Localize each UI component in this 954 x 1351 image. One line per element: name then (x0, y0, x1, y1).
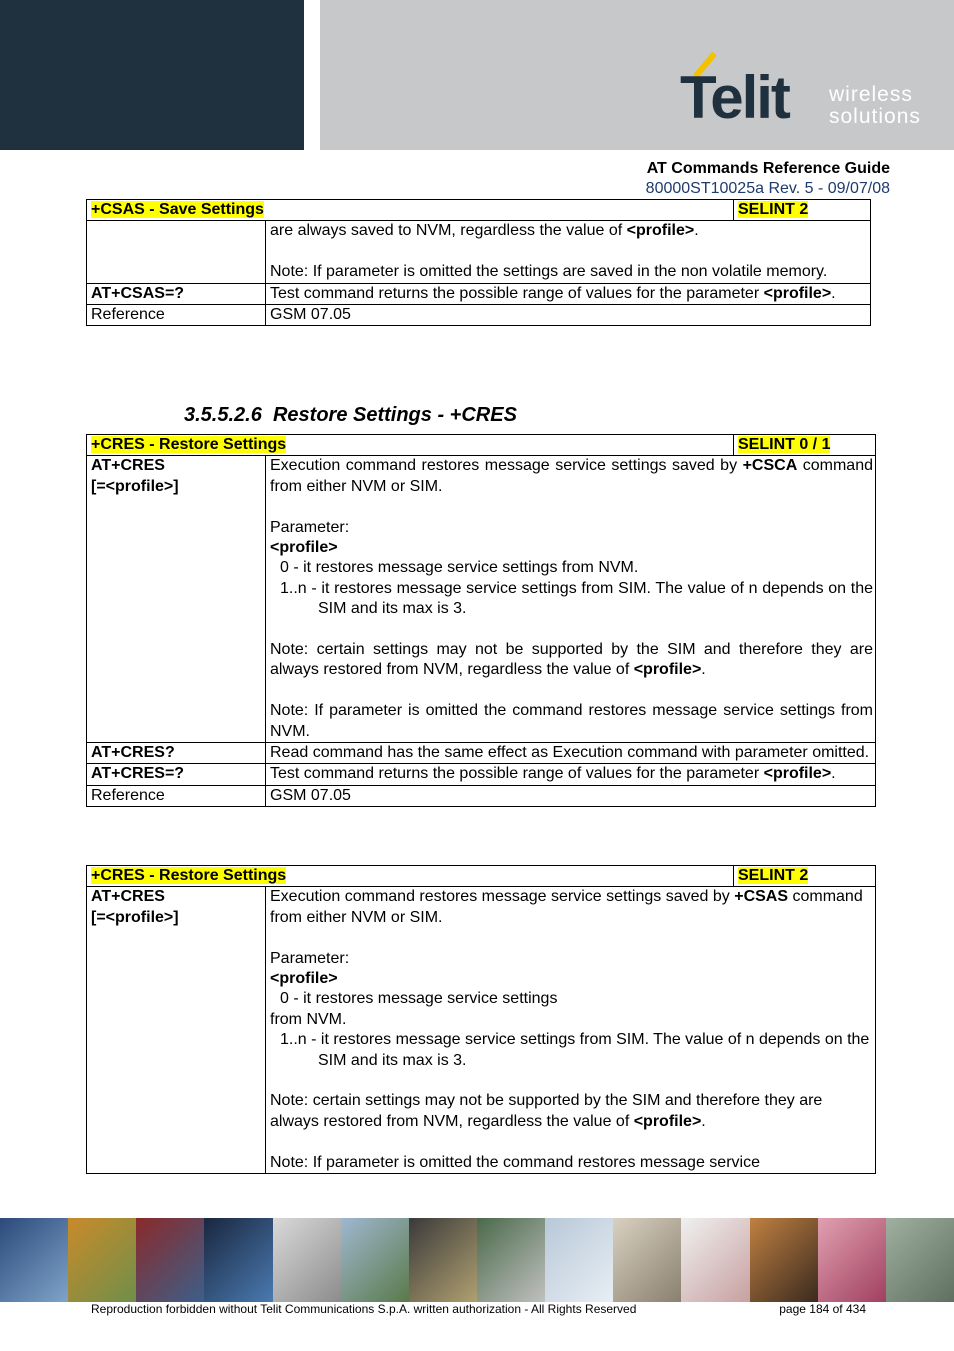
text-fragment: Execution command restores message service settings saved by (270, 888, 735, 906)
csas-ref-label: Reference (87, 305, 266, 326)
photo-tile (409, 1218, 477, 1302)
document-revision: 80000ST10025a Rev. 5 - 09/07/08 (645, 180, 890, 197)
text-fragment: . (831, 765, 836, 783)
cres01-title: +CRES - Restore Settings (91, 436, 287, 453)
cmd-line: AT+CRES (91, 888, 165, 906)
text-fragment: . (694, 222, 699, 240)
photo-tile (204, 1218, 272, 1302)
cmd-ref: +CSCA (742, 457, 798, 475)
cres2-title-cell (87, 866, 734, 887)
note-1 (270, 640, 873, 681)
param-name: <profile> (633, 1112, 702, 1130)
cres01-selint-badge: SELINT 0 / 1 (738, 436, 831, 453)
csas-test-cmd: AT+CSAS=? (87, 283, 266, 304)
param-option-0-cont: from NVM. (270, 1010, 347, 1028)
text-fragment: . (831, 284, 836, 302)
csas-row-continued (87, 221, 871, 283)
param-option-1: 1..n - it restores message service settings from SIM. The value of n depends on the SIM and its max is 3. (280, 1031, 870, 1069)
text-fragment: . (701, 1112, 706, 1130)
cres01-read-row (87, 743, 876, 764)
text-fragment: . (701, 661, 706, 679)
param-option-1: 1..n - it restores message service settings from SIM. The value of n depends on the SIM and its max is 3. (280, 579, 873, 618)
exec-text (270, 887, 873, 928)
photo-tile (68, 1218, 136, 1302)
logo-tag-line2: solutions (829, 105, 921, 128)
csas-desc-cell (266, 221, 871, 283)
cres01-header-row (87, 435, 876, 456)
param-option-0: 0 - it restores message service settings from NVM. (280, 559, 639, 577)
cres2-exec-desc (266, 887, 876, 1174)
text-fragment: command from either NVM or SIM. (270, 888, 863, 926)
param-name: <profile> (763, 284, 832, 302)
cres01-ref-label: Reference (87, 785, 266, 806)
cres-selint2-table (86, 865, 876, 1174)
param-name: <profile> (763, 765, 832, 783)
param-label: Parameter: (270, 949, 350, 967)
cres2-exec-cmd (87, 887, 266, 1174)
photo-tile (613, 1218, 681, 1302)
cres2-badge-cell (734, 866, 876, 887)
photo-tile (681, 1218, 749, 1302)
cres2-header-row (87, 866, 876, 887)
cres01-exec-cmd (87, 456, 266, 743)
copyright-notice: Reproduction forbidden without Telit Communications S.p.A. written authorization - All Rights Reserved (91, 1302, 637, 1316)
photo-tile (545, 1218, 613, 1302)
cres01-read-cmd: AT+CRES? (87, 743, 266, 764)
cres01-test-cmd: AT+CRES=? (87, 764, 266, 785)
text-fragment: are always saved to NVM, regardless the value of (270, 222, 627, 240)
csas-selint-badge: SELINT 2 (738, 201, 809, 218)
page-number: page 184 of 434 (779, 1302, 866, 1316)
cres2-selint-badge: SELINT 2 (738, 867, 809, 884)
section-heading (184, 404, 517, 427)
cres01-read-desc: Read command has the same effect as Execution command with parameter omitted. (266, 743, 876, 764)
cmd-ref: +CSAS (734, 888, 789, 906)
param-name: <profile> (270, 539, 338, 557)
csas-note: Note: If parameter is omitted the settings are saved in the non volatile memory. (270, 263, 828, 281)
photo-tile (0, 1218, 68, 1302)
photo-tile (818, 1218, 886, 1302)
footer-photo-strip (0, 1218, 954, 1302)
note-2: Note: If parameter is omitted the command restores message service (270, 1153, 760, 1171)
cres2-exec-row (87, 887, 876, 1174)
section-number: 3.5.5.2.6 (184, 404, 262, 426)
cres-selint01-table (86, 434, 876, 807)
param-name: <profile> (626, 222, 695, 240)
text-fragment: Test command returns the possible range of values for the parameter (270, 284, 764, 302)
text-fragment: Note: certain settings may not be supported by the SIM and therefore they are always restored from NVM, regardless the value of (270, 641, 873, 679)
csas-ref-value: GSM 07.05 (266, 305, 871, 326)
csas-test-row (87, 283, 871, 304)
cres01-title-cell (87, 435, 734, 456)
cres01-exec-desc (266, 456, 876, 743)
csas-table (86, 199, 871, 326)
csas-header-row (87, 200, 871, 221)
cres01-ref-value: GSM 07.05 (266, 785, 876, 806)
cres01-badge-cell (734, 435, 876, 456)
text-fragment: Test command returns the possible range of values for the parameter (270, 765, 764, 783)
cres01-test-row (87, 764, 876, 785)
param-option-0: 0 - it restores message service settings (280, 990, 558, 1008)
param-name: <profile> (633, 661, 702, 679)
logo-tagline (829, 84, 921, 128)
csas-test-desc (266, 283, 871, 304)
photo-tile (477, 1218, 545, 1302)
telit-logo (676, 48, 936, 132)
photo-tile (273, 1218, 341, 1302)
document-title-block (646, 159, 890, 199)
cres01-ref-row (87, 785, 876, 806)
param-name: <profile> (270, 970, 338, 988)
cres01-test-desc (266, 764, 876, 785)
logo-tag-line1: wireless (829, 83, 913, 106)
photo-tile (886, 1218, 954, 1302)
logo-word: Telit (680, 64, 789, 131)
photo-tile (750, 1218, 818, 1302)
csas-save-text (270, 221, 868, 241)
csas-title: +CSAS - Save Settings (91, 201, 264, 218)
text-fragment: Execution command restores message service settings saved by (270, 457, 743, 475)
csas-badge-cell (734, 200, 871, 221)
cmd-line: AT+CRES (91, 457, 165, 475)
exec-text (270, 456, 873, 497)
note-2: Note: If parameter is omitted the command restores message service settings from NVM. (270, 702, 873, 740)
note-1 (270, 1091, 873, 1132)
cmd-line: [=<profile>] (91, 477, 179, 495)
csas-empty-cell (87, 221, 266, 283)
cmd-line: [=<profile>] (91, 908, 179, 926)
csas-title-cell (87, 200, 734, 221)
header-dark-panel (0, 0, 304, 150)
csas-ref-row (87, 305, 871, 326)
document-title: AT Commands Reference Guide (646, 160, 890, 177)
page-footer (91, 1302, 866, 1316)
text-fragment: command from either NVM or SIM. (270, 457, 873, 495)
section-title: Restore Settings - +CRES (272, 404, 517, 426)
param-label: Parameter: (270, 518, 350, 536)
cres2-title: +CRES - Restore Settings (91, 867, 287, 884)
cres01-exec-row (87, 456, 876, 743)
photo-tile (136, 1218, 204, 1302)
text-fragment: Note: certain settings may not be supported by the SIM and therefore they are always restored from NVM, regardless the value of (270, 1092, 823, 1130)
photo-tile (341, 1218, 409, 1302)
